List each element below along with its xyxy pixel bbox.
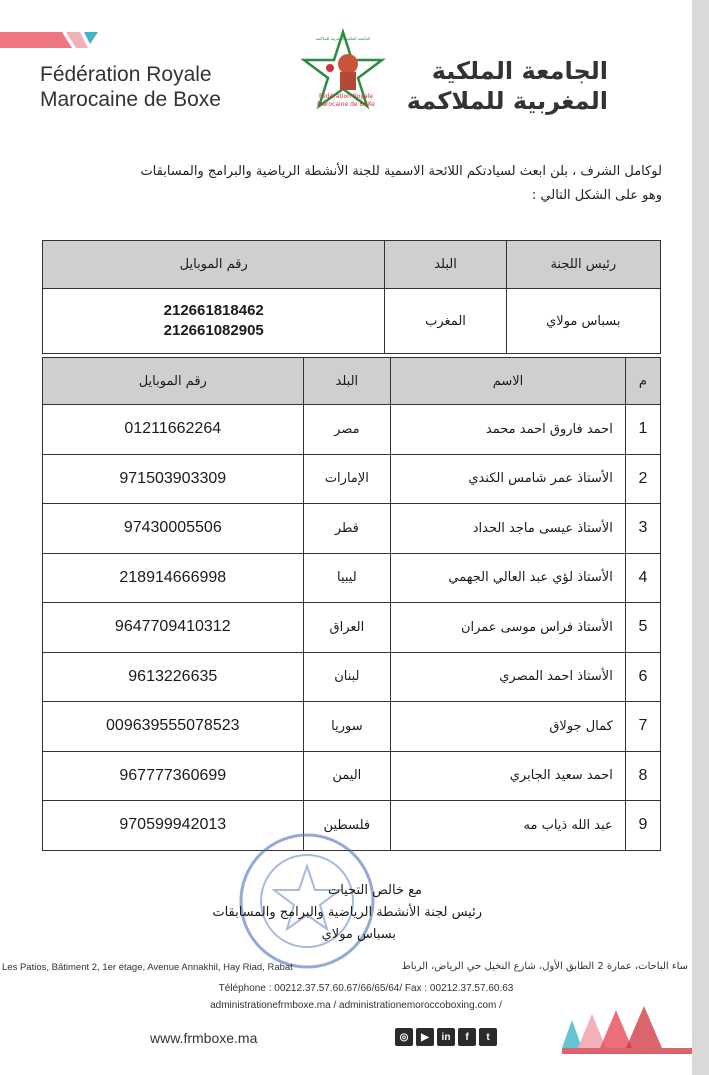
telephone-fax: Téléphone : 00212.37.57.60.67/66/65/64/ Fax : 00212.37.57.60.63 — [218, 983, 514, 994]
member-name: الأستاذ فراس موسى عمران — [391, 603, 626, 653]
member-phone: 009639555078523 — [43, 702, 304, 752]
svg-text:Fédération Royale: Fédération Royale — [318, 93, 374, 100]
phone-header: رقم الموبايل — [43, 241, 385, 289]
member-phone-header: رقم الموبايل — [43, 358, 304, 405]
chair-header: رئيس اللجنة — [506, 241, 660, 289]
member-phone: 970599942013 — [43, 801, 304, 851]
member-name: عبد الله ذياب مه — [391, 801, 626, 851]
member-phone: 971503903309 — [43, 454, 304, 504]
twitter-icon[interactable]: t — [479, 1028, 497, 1046]
committee-chair-table — [42, 240, 661, 354]
address-french: Les Patios, Bâtiment 2, 1er étage, Avenue Annakhil, Hay Riad, Rabat — [2, 962, 293, 973]
federation-name-arabic: الجامعة الملكية المغربية للملاكمة — [406, 57, 608, 115]
corner-decoration-top — [0, 28, 110, 50]
member-phone: 9613226635 — [43, 652, 304, 702]
svg-text:الجامعة الملكية المغربية للملا: الجامعة الملكية المغربية للملاكمة — [315, 36, 371, 41]
table-row — [43, 553, 661, 603]
committee-header-row — [43, 241, 661, 289]
members-table — [42, 357, 661, 851]
table-row — [43, 405, 661, 455]
table-row — [43, 702, 661, 752]
member-name: الأستاذ عمر شامس الكندي — [391, 454, 626, 504]
instagram-icon[interactable]: ◎ — [395, 1028, 413, 1046]
member-country: لبنان — [303, 652, 391, 702]
address-arabic: ساء الباحات، عمارة 2 الطابق الأول، شارع النخيل حي الرياض، الرباط — [401, 961, 688, 972]
member-phone: 967777360699 — [43, 751, 304, 801]
member-country: مصر — [303, 405, 391, 455]
youtube-icon[interactable]: ▶ — [416, 1028, 434, 1046]
member-country: ليبيا — [303, 553, 391, 603]
member-index-header: م — [625, 358, 660, 405]
chair-phones: 212661818462 212661082905 — [43, 289, 385, 354]
member-index: 6 — [625, 652, 660, 702]
closing-signature: مع خالص التحيات رئيس لجنة الأنشطة الرياضية والبرامج والمسابقات بسباس مولاي — [212, 883, 482, 942]
member-country: الإمارات — [303, 454, 391, 504]
member-index: 8 — [625, 751, 660, 801]
table-row — [43, 504, 661, 554]
member-name: الأستاذ لؤي عبد العالي الجهمي — [391, 553, 626, 603]
table-row — [43, 603, 661, 653]
member-phone: 9647709410312 — [43, 603, 304, 653]
member-name: احمد سعيد الجابري — [391, 751, 626, 801]
members-header-row — [43, 358, 661, 405]
website-link[interactable]: www.frmboxe.ma — [150, 1030, 258, 1046]
member-country: قطر — [303, 504, 391, 554]
member-name: كمال جولاق — [391, 702, 626, 752]
chair-name: بسباس مولاي — [506, 289, 660, 354]
email-addresses: administrationefrmboxe.ma / administrationemoroccoboxing.com / — [210, 1000, 502, 1011]
member-name: احمد فاروق احمد محمد — [391, 405, 626, 455]
table-row — [43, 652, 661, 702]
member-country: العراق — [303, 603, 391, 653]
facebook-icon[interactable]: f — [458, 1028, 476, 1046]
page-edge — [692, 0, 709, 1075]
member-name: الأستاذ احمد المصري — [391, 652, 626, 702]
member-country: سوريا — [303, 702, 391, 752]
federation-name-french: Fédération Royale Marocaine de Boxe — [40, 63, 221, 111]
member-phone: 218914666998 — [43, 553, 304, 603]
member-phone: 97430005506 — [43, 504, 304, 554]
chair-country: المغرب — [385, 289, 506, 354]
linkedin-icon[interactable]: in — [437, 1028, 455, 1046]
member-index: 5 — [625, 603, 660, 653]
member-index: 2 — [625, 454, 660, 504]
member-index: 9 — [625, 801, 660, 851]
member-country: فلسطين — [303, 801, 391, 851]
intro-paragraph: لوكامل الشرف ، بلن ابعث لسيادتكم اللائحة الاسمية للجنة الأنشطة الرياضية والبرامج والمسابقات وهو على الشكل التالي : — [140, 164, 662, 203]
member-phone: 01211662264 — [43, 405, 304, 455]
member-index: 3 — [625, 504, 660, 554]
social-icons — [395, 1028, 497, 1046]
table-row — [43, 751, 661, 801]
member-country-header: البلد — [303, 358, 391, 405]
member-index: 4 — [625, 553, 660, 603]
member-name: الأستاذ عيسى ماجد الحداد — [391, 504, 626, 554]
corner-decoration-bottom — [560, 1000, 692, 1060]
svg-text:Marocaine de BoXe: Marocaine de BoXe — [317, 101, 375, 108]
country-header: البلد — [385, 241, 506, 289]
member-index: 1 — [625, 405, 660, 455]
committee-chair-row — [43, 289, 661, 354]
table-row — [43, 454, 661, 504]
member-country: اليمن — [303, 751, 391, 801]
member-index: 7 — [625, 702, 660, 752]
member-name-header: الاسم — [391, 358, 626, 405]
